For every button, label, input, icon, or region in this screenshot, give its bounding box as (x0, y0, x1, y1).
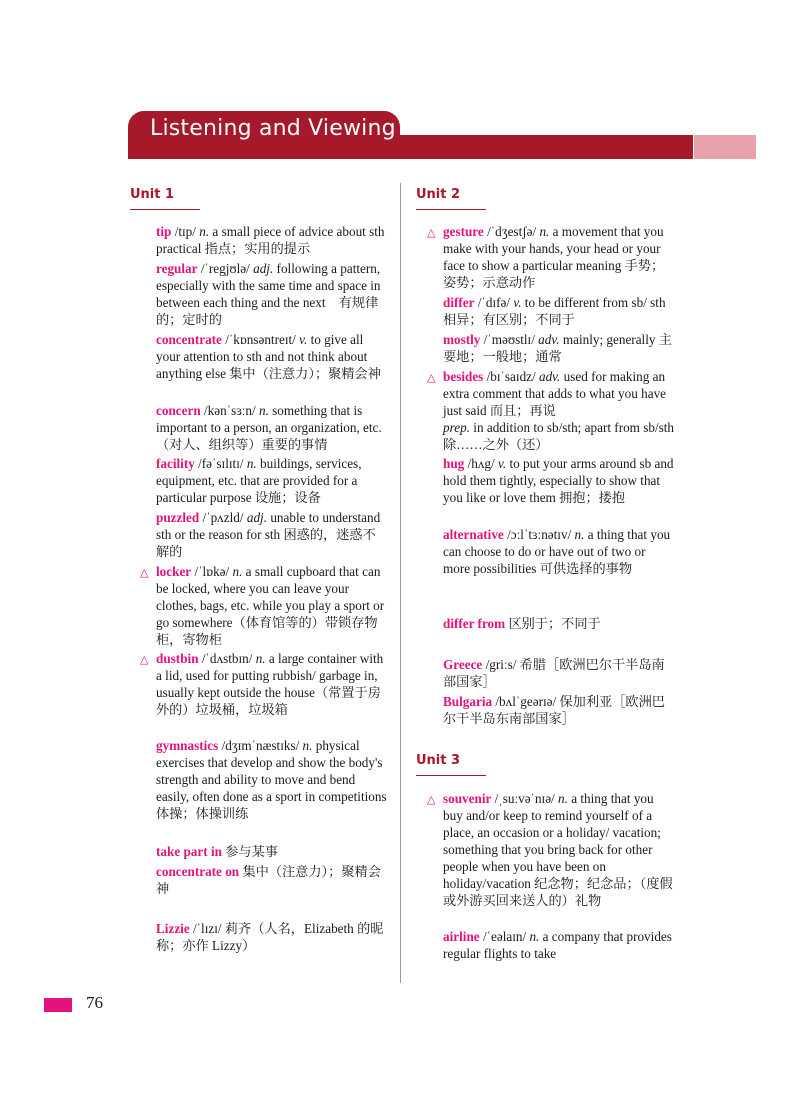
part-of-speech: v. (497, 456, 507, 471)
part-of-speech: n. (199, 224, 210, 239)
definition: unable to understand sth or the reason for sth 困惑的，迷惑不解的 (156, 510, 381, 559)
triangle-mark-icon: △ (427, 226, 436, 239)
definition: following a pattern, especially with the same time and space in between each thing and the next 有规律的；定时的 (156, 261, 381, 327)
part-of-speech: n. (539, 224, 550, 239)
page-title: Listening and Viewing (150, 116, 396, 141)
definition: to put your arms around sb and hold them tightly, especially to show that you like or love them 拥抱；搂抱 (443, 456, 674, 505)
headword: gesture (443, 224, 484, 239)
headword: locker (156, 564, 192, 579)
entry-besides (427, 368, 675, 453)
pronunciation: /ɔːlˈtɜːnətɪv/ (507, 527, 572, 542)
definition: a small cupboard that can be locked, where you can leave your clothes, bags, etc. while you play a sport or go somewhere（体育馆等的）带锁存物柜，寄物柜 (156, 564, 385, 647)
header-accent-block (694, 135, 756, 159)
pronunciation: /ˈməʊstlɪ/ (483, 332, 535, 347)
unit-2-heading: Unit 2 (416, 187, 461, 202)
page-number-marker (44, 998, 72, 1012)
headword: alternative (443, 527, 504, 542)
definition: mainly; generally 主要地；一般地；通常 (443, 332, 672, 364)
entry-gesture (427, 223, 675, 291)
headword: Lizzie (156, 921, 190, 936)
pronunciation: /ˈkɒnsəntreɪt/ (225, 332, 296, 347)
headword: take part in (156, 844, 222, 859)
part-of-speech: n. (232, 564, 243, 579)
entry-dustbin (140, 650, 388, 718)
entry-regular (156, 260, 388, 328)
pronunciation: /bɪˈsaɪdz/ (486, 369, 536, 384)
entry-airline (443, 928, 675, 962)
definition: buildings, services, equipment, etc. that are provided for a particular purpose 设施；设备 (156, 456, 362, 505)
entry-puzzled (156, 509, 388, 560)
definition: a company that provides regular flights to take (443, 929, 672, 961)
definition: physical exercises that develop and show the body's strength and ability to move and bend easily, often done as a sport in competitions 体操；体操训练 (156, 738, 387, 821)
unit-3-underline (416, 775, 486, 776)
headword: souvenir (443, 791, 492, 806)
entry-differ (443, 294, 675, 328)
definition: a thing that you buy and/or keep to remind yourself of a place, an occasion or a holiday/ vacation; something that you bring back for other people when you have been on holiday/vacation 纪念物；纪念品；（度假或外游买回来送人的）礼物 (443, 791, 673, 908)
entry-concentrate-on (156, 863, 388, 897)
entry-differ-from (443, 615, 675, 632)
triangle-mark-icon: △ (427, 793, 436, 806)
definition: 希腊［欧洲巴尔干半岛南部国家］ (443, 657, 665, 689)
pronunciation: /ˈdʌstbɪn/ (201, 651, 253, 666)
headword: puzzled (156, 510, 200, 525)
pronunciation: /kənˈsɜːn/ (203, 403, 256, 418)
entry-souvenir (427, 790, 675, 909)
pronunciation: /ˌsuːvəˈnɪə/ (494, 791, 555, 806)
headword: differ from (443, 616, 506, 631)
entry-facility (156, 455, 388, 506)
definition: used for making an extra comment that adds to what you have just said 而且；再说 (443, 369, 667, 418)
definition: to be different from sb/ sth 相异；有区别；不同于 (443, 295, 666, 327)
definition: a thing that you can choose to do or have out of two or more possibilities 可供选择的事物 (443, 527, 671, 576)
headword: dustbin (156, 651, 199, 666)
entry-mostly (443, 331, 675, 365)
definition: 保加利亚［欧洲巴尔干半岛东南部国家］ (443, 694, 665, 726)
part-of-speech: n. (255, 651, 266, 666)
part-of-speech: v. (299, 332, 308, 347)
pronunciation: /hʌg/ (467, 456, 495, 471)
entry-tip (156, 223, 388, 257)
pronunciation: /ˈeəlaɪn/ (482, 929, 527, 944)
part-of-speech: n. (529, 929, 540, 944)
headword: tip (156, 224, 172, 239)
definition: 区别于；不同于 (508, 616, 601, 631)
entry-greece (443, 656, 675, 690)
pronunciation: /tɪp/ (174, 224, 196, 239)
headword: differ (443, 295, 475, 310)
part-of-speech: n. (558, 791, 568, 806)
headword: airline (443, 929, 480, 944)
part-of-speech: n. (302, 738, 313, 753)
headword: concentrate (156, 332, 222, 347)
part-of-speech: prep. (443, 420, 470, 435)
triangle-mark-icon: △ (427, 371, 436, 384)
headword: concentrate on (156, 864, 240, 879)
entry-locker (140, 563, 388, 648)
headword: concern (156, 403, 201, 418)
definition: 集中（注意力）；聚精会神 (156, 864, 381, 896)
unit-2-underline (416, 209, 486, 210)
headword: Bulgaria (443, 694, 493, 709)
definition: in addition to sb/sth; apart from sb/sth 除……之外（还） (443, 420, 675, 452)
pronunciation: /ˈdʒestʃə/ (487, 224, 537, 239)
definition: a large container with a lid, used for putting rubbish/ garbage in, usually kept outside the house（常置于房外的）垃圾桶，垃圾箱 (156, 651, 384, 717)
pronunciation: /ˈpʌzld/ (202, 510, 244, 525)
headword: besides (443, 369, 484, 384)
page-number: 76 (86, 993, 103, 1012)
definition: a small piece of advice about sth practical 指点；实用的提示 (156, 224, 385, 256)
pronunciation: /ˈregjʊlə/ (200, 261, 250, 276)
headword: mostly (443, 332, 481, 347)
headword: facility (156, 456, 195, 471)
part-of-speech: adj. (246, 510, 268, 525)
entry-alternative (443, 526, 675, 577)
definition: 参与某事 (225, 844, 278, 859)
part-of-speech: adv. (538, 332, 560, 347)
part-of-speech: v. (513, 295, 522, 310)
unit-1-heading: Unit 1 (130, 187, 175, 202)
pronunciation: /fəˈsɪlɪtɪ/ (198, 456, 244, 471)
headword: hug (443, 456, 465, 471)
entry-concern (156, 402, 388, 453)
pronunciation: /dʒɪmˈnæstɪks/ (221, 738, 300, 753)
pronunciation: /ˈlɪzɪ/ (192, 921, 222, 936)
pronunciation: /ˈdɪfə/ (477, 295, 511, 310)
entry-take-part-in (156, 843, 388, 860)
definition: 莉齐（人名，Elizabeth 的昵称；亦作 Lizzy） (156, 921, 384, 953)
definition: to give all your attention to sth and not think about anything else 集中（注意力）；聚精会神 (156, 332, 381, 381)
entry-lizzie (156, 920, 388, 954)
entry-bulgaria (443, 693, 675, 727)
headword: Greece (443, 657, 483, 672)
triangle-mark-icon: △ (140, 566, 149, 579)
headword: gymnastics (156, 738, 219, 753)
part-of-speech: n. (246, 456, 257, 471)
pronunciation: /griːs/ (485, 657, 517, 672)
pronunciation: /bʌlˈgeərɪə/ (495, 694, 557, 709)
unit-1-underline (130, 209, 200, 210)
part-of-speech: adj. (253, 261, 274, 276)
unit-3-heading: Unit 3 (416, 753, 461, 768)
part-of-speech: adv. (538, 369, 561, 384)
definition: a movement that you make with your hands, your head or your face to show a particular meaning 手势；姿势；示意动作 (443, 224, 665, 290)
entry-concentrate (156, 331, 388, 382)
definition: something that is important to a person, an organization, etc.（对人、组织等）重要的事情 (156, 403, 382, 452)
column-divider (400, 183, 401, 983)
part-of-speech: n. (574, 527, 585, 542)
headword: regular (156, 261, 198, 276)
triangle-mark-icon: △ (140, 653, 149, 666)
part-of-speech: n. (258, 403, 269, 418)
entry-gymnastics (156, 737, 388, 822)
pronunciation: /ˈlɒkə/ (194, 564, 230, 579)
entry-hug (443, 455, 675, 506)
